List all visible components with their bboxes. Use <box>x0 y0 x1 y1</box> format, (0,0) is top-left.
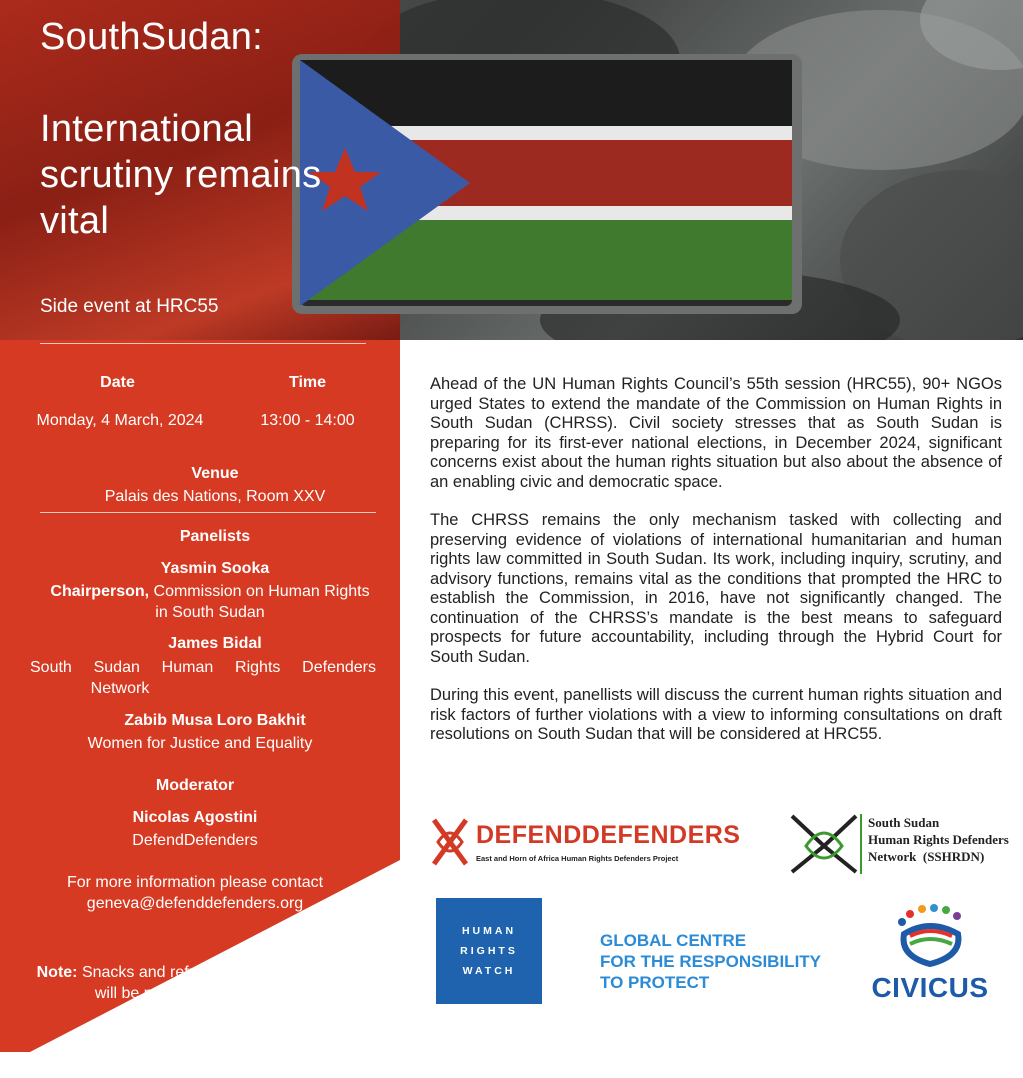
hero-banner <box>0 0 1023 340</box>
sshrdn-logo <box>786 810 1016 880</box>
hrw-line: WATCH <box>462 965 516 977</box>
panelist-role: Women for Justice and Equality <box>87 735 313 752</box>
title-line <box>40 60 321 106</box>
defenddefenders-name: DEFENDDEFENDERS <box>476 821 741 849</box>
civicus-logo <box>870 900 990 1010</box>
venue-value: Palais des Nations, Room XXV <box>104 488 326 505</box>
panelist-role-org: Commission on Human Rights <box>149 583 370 600</box>
time-label: Time <box>288 374 327 391</box>
contact-text: For more information please contact <box>66 874 324 891</box>
panelist-role-org: in South Sudan <box>155 604 265 621</box>
subtitle: Side event at HRC55 <box>40 296 219 317</box>
date-label: Date <box>100 374 135 391</box>
event-description <box>430 375 1002 764</box>
note-line: Snacks and refreshments <box>77 964 264 981</box>
moderator-name: Nicolas Agostini <box>132 809 258 826</box>
panelists-heading: Panelists <box>179 528 251 545</box>
civicus-emblem-icon <box>870 900 990 972</box>
title-line: International <box>40 108 254 150</box>
divider <box>40 343 366 344</box>
contact-email[interactable]: geneva@defenddefenders.org <box>86 895 304 912</box>
panelist-name: Zabib Musa Loro Bakhit <box>124 712 306 729</box>
panelist-role: South Sudan Human Rights Defenders <box>30 659 376 676</box>
title-line: scrutiny remains <box>40 154 322 196</box>
note-line: will be provided <box>94 985 206 1002</box>
panelist-name: Yasmin Sooka <box>160 560 270 577</box>
panelist-role <box>30 581 390 623</box>
event-details-panel <box>0 340 400 1078</box>
title-line: SouthSudan: <box>40 16 264 58</box>
hrw-logo <box>436 898 542 1004</box>
venue-label: Venue <box>191 465 239 482</box>
date-value: Monday, 4 March, 2024 <box>36 412 204 429</box>
defenddefenders-emblem-icon <box>428 816 472 868</box>
description-paragraph: Ahead of the UN Human Rights Council’s 55th session (HRC55), 90+ NGOs urged States to extend the mandate of the Commission on Human Rights in South Sudan (CHRSS). Civil society stresses that as South Sudan is preparing for its first-ever national elections, in December 2024, significant concerns exist about the human rights situation but also about the absence of an enabling civic and democratic space. <box>430 375 1002 491</box>
note-label: Note: <box>36 964 78 981</box>
hrw-line: RIGHTS <box>460 945 518 957</box>
moderator-heading: Moderator <box>155 777 235 794</box>
hrw-line: HUMAN <box>461 925 517 937</box>
south-sudan-flag-icon <box>292 54 802 314</box>
divider <box>860 814 862 874</box>
description-paragraph: The CHRSS remains the only mechanism tasked with collecting and preserving evidence of violations of international humanitarian and human rights law committed in South Sudan. Its work, including inquiry, scrutiny, and advisory functions, remains vital as the conditions that prompted the HRC to establish the Commission, in 2016, have not significantly changed. The continuation of the CHRSS’s mandate is the best means to safeguard prospects for future accountability, including through the Hybrid Court for South Sudan. <box>430 511 1002 666</box>
moderator-org: DefendDefenders <box>132 832 258 849</box>
panelist-role-title: Chairperson, <box>50 583 150 600</box>
description-paragraph: During this event, panellists will discuss the current human rights situation and risk factors of further violations with a view to informing consultations on draft resolutions on South Sudan that will be considered at HRC55. <box>430 686 1002 743</box>
title-line: vital <box>40 200 110 242</box>
defenddefenders-logo <box>428 816 741 871</box>
sshrdn-name: South Sudan Human Rights Defenders Network (SSHRDN) <box>868 815 1009 864</box>
sshrdn-emblem-icon <box>786 810 862 876</box>
note-text <box>0 962 300 1004</box>
time-value: 13:00 - 14:00 <box>260 412 355 429</box>
page-title <box>40 14 321 244</box>
gcr2p-logo: GLOBAL CENTRE FOR THE RESPONSIBILITY TO PROTECT <box>600 931 822 992</box>
divider <box>40 512 376 513</box>
defenddefenders-tagline: East and Horn of Africa Human Rights Defenders Project <box>476 854 679 863</box>
panelist-name: James Bidal <box>168 635 262 652</box>
civicus-name: CIVICUS <box>871 972 989 1003</box>
panelist-role: Network <box>90 680 150 697</box>
